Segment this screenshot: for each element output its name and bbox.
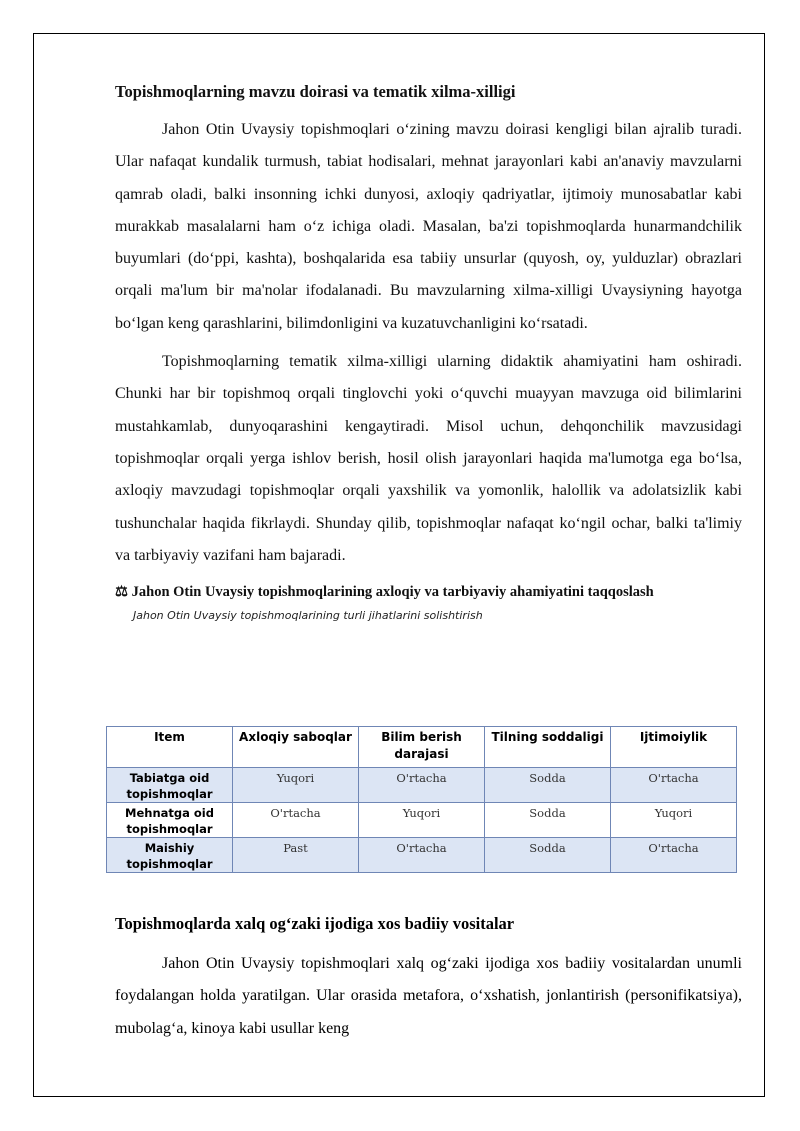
- table-title: [115, 582, 742, 602]
- row-header: Maishiy topishmoqlar: [107, 838, 233, 873]
- section-heading: Topishmoqlarning mavzu doirasi va tematik xilma-xilligi: [115, 82, 516, 101]
- table-cell: Yuqori: [359, 803, 485, 838]
- document-body: [115, 80, 742, 631]
- comparison-table: [106, 726, 737, 873]
- table-cell: Sodda: [485, 838, 611, 873]
- column-header: Item: [107, 727, 233, 768]
- column-header: Bilim berish darajasi: [359, 727, 485, 768]
- table-row: [107, 803, 737, 838]
- table-cell: O'rtacha: [233, 803, 359, 838]
- table-cell: Yuqori: [611, 803, 737, 838]
- table-cell: O'rtacha: [359, 768, 485, 803]
- column-header: Tilning soddaligi: [485, 727, 611, 768]
- table-cell: O'rtacha: [611, 768, 737, 803]
- section-2: [115, 912, 742, 946]
- table-cell: Sodda: [485, 803, 611, 838]
- table-title-text: Jahon Otin Uvaysiy topishmoqlarining axloqiy va tarbiyaviy ahamiyatini taqqoslash: [131, 584, 654, 601]
- row-header: Tabiatga oid topishmoqlar: [107, 768, 233, 803]
- table-subtitle: Jahon Otin Uvaysiy topishmoqlarining turli jihatlarini solishtirish: [133, 609, 483, 623]
- column-header: Ijtimoiylik: [611, 727, 737, 768]
- table-cell: Sodda: [485, 768, 611, 803]
- table-row: [107, 838, 737, 873]
- table-header-row: [107, 727, 737, 768]
- section-heading: Topishmoqlarda xalq og‘zaki ijodiga xos badiiy vositalar: [115, 914, 515, 933]
- paragraph: Jahon Otin Uvaysiy topishmoqlari xalq og‘zaki ijodiga xos badiiy vositalardan unumli foydalangan holda yaratilgan. Ular orasida metafora, o‘xshatish, jonlantirish (personifikatsiya), mubolag‘a, kinoya kabi usullar keng: [115, 955, 742, 1037]
- table-cell: O'rtacha: [611, 838, 737, 873]
- paragraph: Topishmoqlarning tematik xilma-xilligi ularning didaktik ahamiyatini ham oshiradi. Chunki har bir topishmoq orqali tinglovchi yoki o‘quvchi muayyan mavzuga oid bilimlarini mustahkamlab, dunyoqarashini kengaytiradi. Misol uchun, dehqonchilik mavzusidagi topishmoqlar orqali yerga ishlov berish, hosil olish jarayonlari haqida ma'lumotga ega bo‘lsa, axloqiy mavzudagi topishmoqlar orqali yaxshilik va yomonlik, halollik va adolatsizlik kabi tushunchalar haqida fikrlaydi. Shunday qilib, topishmoqlar nafaqat ko‘ngil ochar, balki ta'limiy va tarbiyaviy vazifani ham bajaradi.: [115, 353, 742, 564]
- column-header: Axloqiy saboqlar: [233, 727, 359, 768]
- table-cell: O'rtacha: [359, 838, 485, 873]
- table-row: [107, 768, 737, 803]
- section-2-body: [115, 948, 742, 1051]
- paragraph: Jahon Otin Uvaysiy topishmoqlari o‘zining mavzu doirasi kengligi bilan ajralib turadi. Ular nafaqat kundalik turmush, tabiat hodisalari, mehnat jarayonlari kabi an'anaviy mavzularni qamrab oladi, balki insonning ichki dunyosi, axloqiy qadriyatlar, ijtimoiy munosabatlar kabi murakkab masalalarni ham o‘z ichiga oladi. Masalan, ba'zi topishmoqlarda hunarmandchilik buyumlari (do‘ppi, kashta), boshqalarida esa tabiiy unsurlar (quyosh, oy, yulduzlar) obrazlari orqali ma'lum bir ma'nolar ifodalanadi. Bu mavzularning xilma-xilligi Uvaysiyning hayotga bo‘lgan keng qarashlarini, bilimdonligini va kuzatuvchanligini ko‘rsatadi.: [115, 121, 742, 332]
- table-cell: Yuqori: [233, 768, 359, 803]
- row-header: Mehnatga oid topishmoqlar: [107, 803, 233, 838]
- table-cell: Past: [233, 838, 359, 873]
- scale-icon: ⚖: [115, 584, 128, 601]
